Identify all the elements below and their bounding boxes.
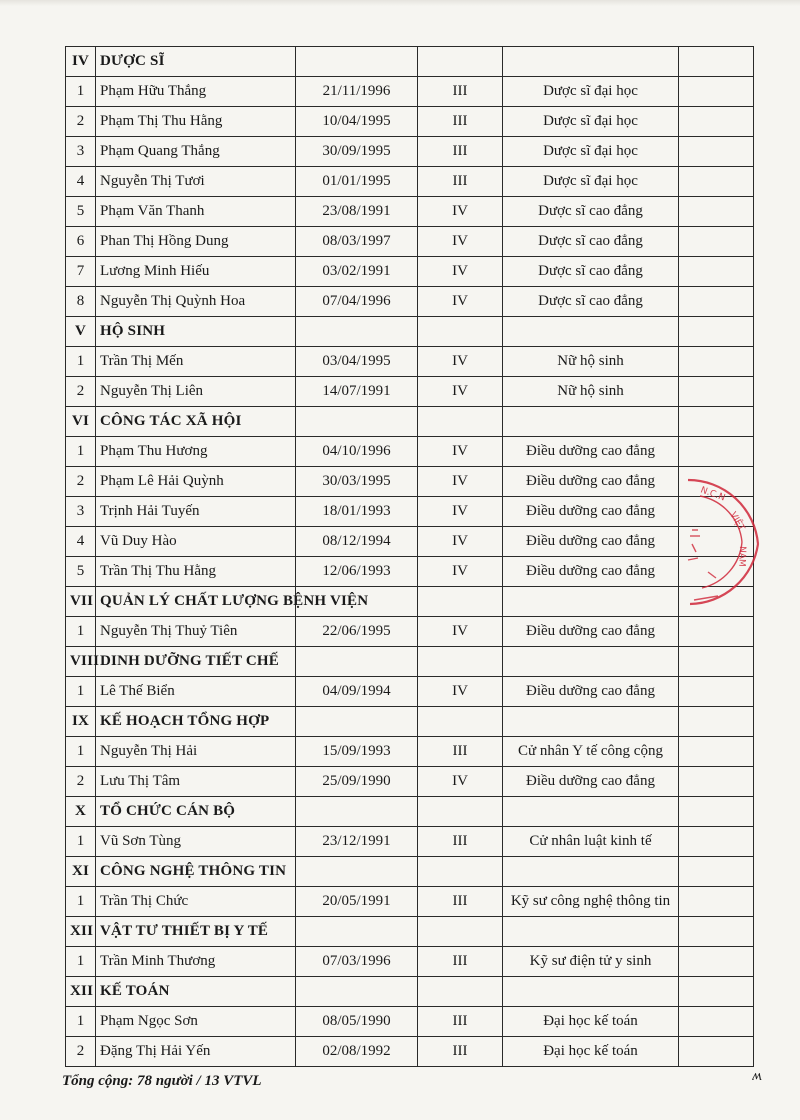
rank: IV [418,227,503,257]
staff-name: Phạm Quang Thắng [96,137,296,167]
row-number: 1 [66,437,96,467]
qualification: Đại học kế toán [503,1037,679,1067]
date-of-birth: 30/03/1995 [296,467,418,497]
rank: IV [418,767,503,797]
rank: IV [418,527,503,557]
section-header-row [66,707,754,737]
section-header-row [66,47,754,77]
staff-name: Nguyễn Thị Liên [96,377,296,407]
date-of-birth: 23/08/1991 [296,197,418,227]
qualification: Kỹ sư điện tử y sinh [503,947,679,977]
rank: IV [418,347,503,377]
staff-name: Phạm Văn Thanh [96,197,296,227]
date-of-birth: 30/09/1995 [296,137,418,167]
section-title: DINH DƯỠNG TIẾT CHẾ [96,647,296,677]
staff-name: Trần Thị Mến [96,347,296,377]
table-row [66,77,754,107]
note-cell [679,947,754,977]
staff-name: Nguyễn Thị Hải [96,737,296,767]
section-title: QUẢN LÝ CHẤT LƯỢNG BỆNH VIỆN [96,587,296,617]
staff-table [65,46,754,1067]
qualification: Dược sĩ cao đẳng [503,227,679,257]
empty-cell [418,647,503,677]
section-number: IX [66,707,96,737]
staff-name: Phan Thị Hồng Dung [96,227,296,257]
date-of-birth: 07/03/1996 [296,947,418,977]
section-header-row [66,587,754,617]
empty-cell [679,977,754,1007]
row-number: 4 [66,167,96,197]
qualification: Điều dưỡng cao đẳng [503,527,679,557]
empty-cell [296,47,418,77]
empty-cell [296,317,418,347]
date-of-birth: 04/09/1994 [296,677,418,707]
date-of-birth: 08/03/1997 [296,227,418,257]
staff-name: Nguyễn Thị Quỳnh Hoa [96,287,296,317]
rank: IV [418,437,503,467]
table-row [66,1037,754,1067]
table-row [66,167,754,197]
empty-cell [418,587,503,617]
table-row [66,347,754,377]
rank: III [418,737,503,767]
section-title: HỘ SINH [96,317,296,347]
section-title: KẾ HOẠCH TỔNG HỢP [96,707,296,737]
section-header-row [66,647,754,677]
qualification: Điều dưỡng cao đẳng [503,677,679,707]
section-header-row [66,317,754,347]
note-cell [679,197,754,227]
section-title: DƯỢC SĨ [96,47,296,77]
empty-cell [503,707,679,737]
qualification: Điều dưỡng cao đẳng [503,467,679,497]
section-title: CÔNG NGHỆ THÔNG TIN [96,857,296,887]
row-number: 1 [66,677,96,707]
svg-text:VIỆT: VIỆT [727,510,747,533]
row-number: 1 [66,737,96,767]
date-of-birth: 10/04/1995 [296,107,418,137]
empty-cell [503,407,679,437]
rank: III [418,887,503,917]
staff-name: Phạm Thu Hương [96,437,296,467]
table-row [66,497,754,527]
empty-cell [418,857,503,887]
note-cell [679,107,754,137]
staff-name: Nguyễn Thị Tươi [96,167,296,197]
rank: III [418,137,503,167]
row-number: 1 [66,617,96,647]
rank: III [418,827,503,857]
qualification: Nữ hộ sinh [503,377,679,407]
section-number: XII [66,917,96,947]
table-row [66,617,754,647]
qualification: Cử nhân luật kinh tế [503,827,679,857]
empty-cell [418,917,503,947]
row-number: 2 [66,107,96,137]
section-title: CÔNG TÁC XÃ HỘI [96,407,296,437]
section-number: VI [66,407,96,437]
rank: IV [418,557,503,587]
staff-name: Lê Thế Biển [96,677,296,707]
rank: III [418,167,503,197]
rank: III [418,947,503,977]
date-of-birth: 03/04/1995 [296,347,418,377]
section-number: VII [66,587,96,617]
section-title: TỔ CHỨC CÁN BỘ [96,797,296,827]
table-row [66,767,754,797]
staff-name: Trần Minh Thương [96,947,296,977]
table-row [66,1007,754,1037]
date-of-birth: 15/09/1993 [296,737,418,767]
rank: IV [418,197,503,227]
table-row [66,227,754,257]
section-header-row [66,857,754,887]
rank: IV [418,467,503,497]
note-cell [679,227,754,257]
empty-cell [503,47,679,77]
empty-cell [679,317,754,347]
handwritten-initial: ʍ [752,1068,763,1084]
qualification: Điều dưỡng cao đẳng [503,437,679,467]
staff-name: Lương Minh Hiếu [96,257,296,287]
section-number: XII [66,977,96,1007]
row-number: 1 [66,827,96,857]
note-cell [679,617,754,647]
table-row [66,197,754,227]
date-of-birth: 14/07/1991 [296,377,418,407]
official-stamp-icon [678,472,764,612]
empty-cell [679,857,754,887]
note-cell [679,377,754,407]
date-of-birth: 03/02/1991 [296,257,418,287]
table-row [66,887,754,917]
date-of-birth: 08/12/1994 [296,527,418,557]
total-summary: Tổng cộng: 78 người / 13 VTVL [62,1073,262,1089]
row-number: 2 [66,467,96,497]
rank: IV [418,287,503,317]
qualification: Điều dưỡng cao đẳng [503,497,679,527]
note-cell [679,257,754,287]
note-cell [679,1007,754,1037]
date-of-birth: 18/01/1993 [296,497,418,527]
row-number: 2 [66,377,96,407]
empty-cell [296,797,418,827]
date-of-birth: 02/08/1992 [296,1037,418,1067]
row-number: 1 [66,947,96,977]
staff-name: Phạm Thị Thu Hằng [96,107,296,137]
row-number: 1 [66,77,96,107]
row-number: 6 [66,227,96,257]
staff-name: Vũ Duy Hào [96,527,296,557]
table-row [66,677,754,707]
qualification: Đại học kế toán [503,1007,679,1037]
staff-name: Nguyễn Thị Thuỷ Tiên [96,617,296,647]
row-number: 3 [66,497,96,527]
date-of-birth: 21/11/1996 [296,77,418,107]
empty-cell [503,587,679,617]
row-number: 1 [66,1007,96,1037]
date-of-birth: 20/05/1991 [296,887,418,917]
rank: III [418,1007,503,1037]
svg-text:N.C.N: N.C.N [698,485,727,504]
row-number: 2 [66,1037,96,1067]
qualification: Điều dưỡng cao đẳng [503,557,679,587]
empty-cell [503,797,679,827]
date-of-birth: 07/04/1996 [296,287,418,317]
date-of-birth: 23/12/1991 [296,827,418,857]
empty-cell [503,317,679,347]
row-number: 1 [66,347,96,377]
note-cell [679,677,754,707]
empty-cell [296,707,418,737]
date-of-birth: 25/09/1990 [296,767,418,797]
note-cell [679,437,754,467]
empty-cell [418,797,503,827]
section-number: V [66,317,96,347]
note-cell [679,767,754,797]
empty-cell [418,707,503,737]
rank: III [418,1037,503,1067]
section-title: KẾ TOÁN [96,977,296,1007]
empty-cell [296,917,418,947]
table-row [66,377,754,407]
empty-cell [418,317,503,347]
empty-cell [679,47,754,77]
rank: IV [418,257,503,287]
staff-name: Trịnh Hải Tuyến [96,497,296,527]
section-number: X [66,797,96,827]
empty-cell [418,407,503,437]
empty-cell [679,407,754,437]
rank: IV [418,617,503,647]
note-cell [679,347,754,377]
staff-name: Lưu Thị Tâm [96,767,296,797]
note-cell [679,737,754,767]
note-cell [679,137,754,167]
section-header-row [66,977,754,1007]
staff-name: Vũ Sơn Tùng [96,827,296,857]
table-row [66,557,754,587]
empty-cell [679,647,754,677]
qualification: Nữ hộ sinh [503,347,679,377]
rank: IV [418,677,503,707]
table-row [66,137,754,167]
table-row [66,827,754,857]
empty-cell [503,857,679,887]
section-number: XI [66,857,96,887]
empty-cell [503,977,679,1007]
empty-cell [296,977,418,1007]
qualification: Dược sĩ cao đẳng [503,197,679,227]
qualification: Dược sĩ cao đẳng [503,257,679,287]
date-of-birth: 22/06/1995 [296,617,418,647]
row-number: 5 [66,557,96,587]
row-number: 8 [66,287,96,317]
rank: IV [418,497,503,527]
qualification: Cử nhân Y tế công cộng [503,737,679,767]
qualification: Điều dưỡng cao đẳng [503,617,679,647]
row-number: 4 [66,527,96,557]
empty-cell [679,797,754,827]
qualification: Dược sĩ đại học [503,167,679,197]
empty-cell [296,647,418,677]
qualification: Kỹ sư công nghệ thông tin [503,887,679,917]
row-number: 3 [66,137,96,167]
rank: IV [418,377,503,407]
staff-table-body [66,47,754,1067]
date-of-birth: 04/10/1996 [296,437,418,467]
row-number: 2 [66,767,96,797]
date-of-birth: 12/06/1993 [296,557,418,587]
section-title: VẬT TƯ THIẾT BỊ Y TẾ [96,917,296,947]
staff-name: Trần Thị Thu Hằng [96,557,296,587]
empty-cell [503,917,679,947]
section-number: IV [66,47,96,77]
empty-cell [679,707,754,737]
section-header-row [66,917,754,947]
empty-cell [418,47,503,77]
scan-edge [0,0,800,6]
qualification: Điều dưỡng cao đẳng [503,767,679,797]
qualification: Dược sĩ cao đẳng [503,287,679,317]
row-number: 7 [66,257,96,287]
table-row [66,107,754,137]
note-cell [679,827,754,857]
table-row [66,437,754,467]
section-header-row [66,407,754,437]
empty-cell [503,647,679,677]
note-cell [679,287,754,317]
note-cell [679,887,754,917]
table-row [66,287,754,317]
table-row [66,467,754,497]
table-row [66,527,754,557]
note-cell [679,1037,754,1067]
row-number: 1 [66,887,96,917]
qualification: Dược sĩ đại học [503,77,679,107]
staff-name: Phạm Hữu Thắng [96,77,296,107]
section-header-row [66,797,754,827]
svg-text:NAM: NAM [736,545,747,567]
staff-name: Phạm Ngọc Sơn [96,1007,296,1037]
note-cell [679,167,754,197]
empty-cell [418,977,503,1007]
row-number: 5 [66,197,96,227]
note-cell [679,77,754,107]
rank: III [418,107,503,137]
staff-name: Đặng Thị Hải Yến [96,1037,296,1067]
table-row [66,947,754,977]
empty-cell [296,407,418,437]
date-of-birth: 08/05/1990 [296,1007,418,1037]
table-row [66,737,754,767]
qualification: Dược sĩ đại học [503,107,679,137]
empty-cell [296,857,418,887]
staff-name: Phạm Lê Hải Quỳnh [96,467,296,497]
qualification: Dược sĩ đại học [503,137,679,167]
empty-cell [679,917,754,947]
staff-name: Trần Thị Chức [96,887,296,917]
section-number: VIII [66,647,96,677]
rank: III [418,77,503,107]
table-row [66,257,754,287]
date-of-birth: 01/01/1995 [296,167,418,197]
